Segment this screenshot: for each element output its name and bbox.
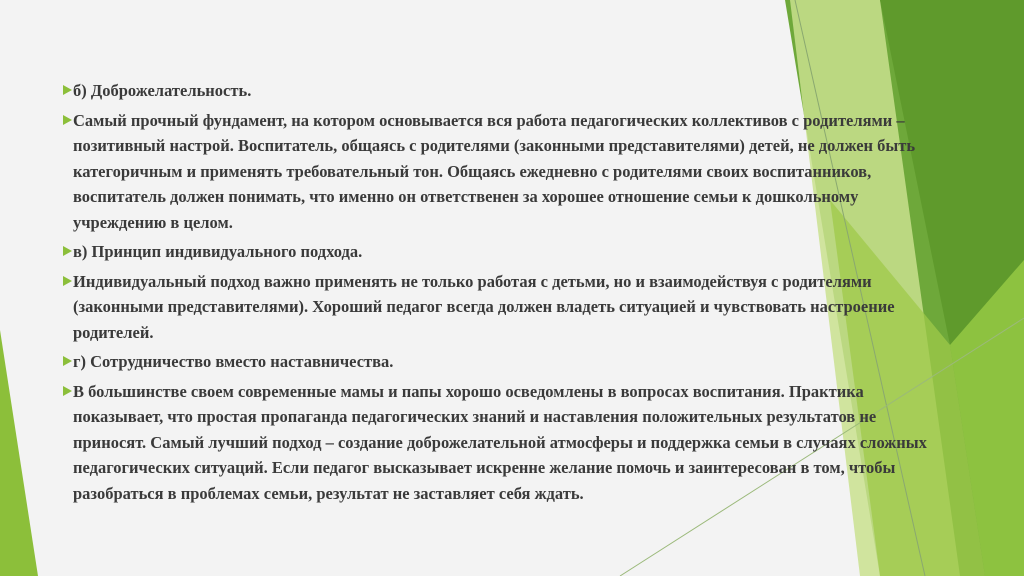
paragraph-body-v (72, 269, 952, 346)
paragraph-text: г) Сотрудничество вместо наставничества. (73, 352, 394, 371)
text-body (72, 78, 952, 510)
bullet-arrow-icon (63, 356, 72, 366)
bullet-arrow-icon (63, 115, 72, 125)
bullet-arrow-icon (63, 85, 72, 95)
paragraph-text: Индивидуальный подход важно применять не только работая с детьми, но и взаимодействуя с родителями (законными представителями). Хороший педагог всегда должен владеть ситуацией и чувствовать настроение родителей. (73, 271, 895, 342)
paragraph-heading-g (72, 349, 952, 375)
left-green-sliver (0, 330, 38, 576)
bullet-arrow-icon (63, 386, 72, 396)
paragraph-body-g (72, 379, 952, 507)
bullet-arrow-icon (63, 276, 72, 286)
bullet-arrow-icon (63, 246, 72, 256)
paragraph-body-b (72, 108, 952, 236)
paragraph-heading-b (72, 78, 952, 104)
paragraph-text: в) Принцип индивидуального подхода. (73, 242, 363, 261)
paragraph-text: Самый прочный фундамент, на котором основывается вся работа педагогических коллективов с родителями – позитивный настрой. Воспитатель, общаясь с родителями (законными представителями) детей, не должен быть категоричным и применять требовательный тон. Общаясь ежедневно с родителями своих воспитанников, воспитатель должен понимать, что именно он ответственен за хорошее отношение семьи к дошкольному учреждению в целом. (73, 110, 916, 232)
paragraph-text: В большинстве своем современные мамы и папы хорошо осведомлены в вопросах воспитания. Практика показывает, что простая пропаганда педагогических знаний и наставления положительных результатов не приносят. Самый лучший подход – создание доброжелательной атмосферы и поддержка семьи в случаях сложных педагогических ситуаций. Если педагог высказывает искренне желание помочь и заинтересован в том, чтобы разобраться в проблемах семьи, результат не заставляет себя ждать. (73, 381, 927, 503)
paragraph-heading-v (72, 239, 952, 265)
paragraph-text: б) Доброжелательность. (73, 81, 252, 100)
